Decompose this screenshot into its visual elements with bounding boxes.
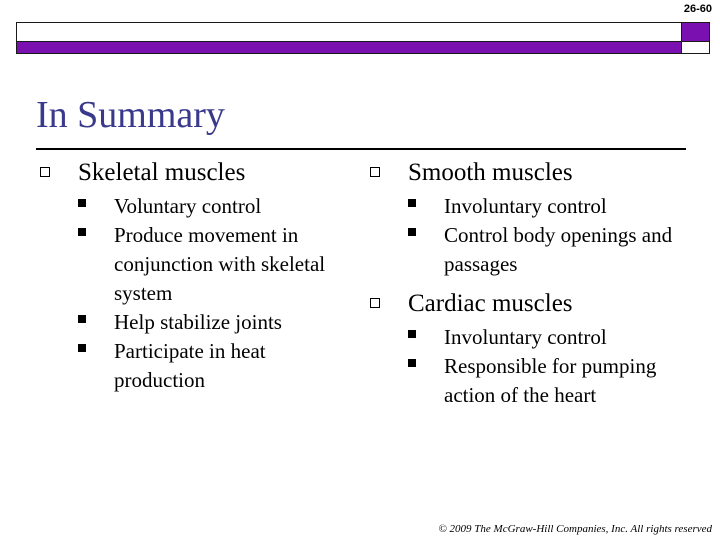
filled-square-icon [408, 199, 416, 207]
filled-square-icon [78, 199, 86, 207]
list-item [78, 337, 340, 395]
point-text: Help stabilize joints [114, 310, 282, 334]
point-text: Involuntary control [444, 325, 607, 349]
list-item [78, 192, 340, 221]
slide-title: In Summary [36, 94, 225, 136]
list-item [408, 221, 690, 279]
point-text: Involuntary control [444, 194, 607, 218]
hollow-square-icon [40, 167, 50, 177]
header-square-top [682, 22, 710, 42]
point-text: Responsible for pumping action of the heart [444, 354, 657, 407]
filled-square-icon [78, 344, 86, 352]
list-item [78, 308, 340, 337]
header-bar-top [16, 22, 682, 42]
hollow-square-icon [370, 167, 380, 177]
header-square-bottom [682, 42, 710, 54]
right-column [370, 158, 690, 410]
hollow-square-icon [370, 298, 380, 308]
list-item [408, 352, 690, 410]
list-item [408, 192, 690, 221]
topic-label: Cardiac muscles [408, 290, 573, 317]
point-text: Voluntary control [114, 194, 262, 218]
left-column [40, 158, 340, 395]
point-list [370, 192, 690, 279]
filled-square-icon [408, 228, 416, 236]
list-item [78, 221, 340, 308]
list-item [408, 323, 690, 352]
topic-cardiac [370, 289, 690, 410]
page-number: 26-60 [683, 3, 712, 15]
topic-skeletal [40, 158, 340, 395]
header-bar-bottom [16, 42, 682, 54]
filled-square-icon [78, 315, 86, 323]
copyright-footer: © 2009 The McGraw-Hill Companies, Inc. All rights reserved [438, 523, 712, 535]
filled-square-icon [408, 359, 416, 367]
point-text: Control body openings and passages [444, 223, 673, 276]
filled-square-icon [78, 228, 86, 236]
topic-label: Skeletal muscles [78, 159, 246, 186]
point-list [370, 323, 690, 410]
point-text: Produce movement in conjunction with skeletal system [114, 223, 326, 305]
topic-label: Smooth muscles [408, 159, 573, 186]
point-text: Participate in heat production [114, 339, 266, 392]
topic-smooth [370, 158, 690, 279]
title-divider [36, 148, 686, 150]
point-list [40, 192, 340, 395]
filled-square-icon [408, 330, 416, 338]
header-bar [16, 22, 710, 54]
